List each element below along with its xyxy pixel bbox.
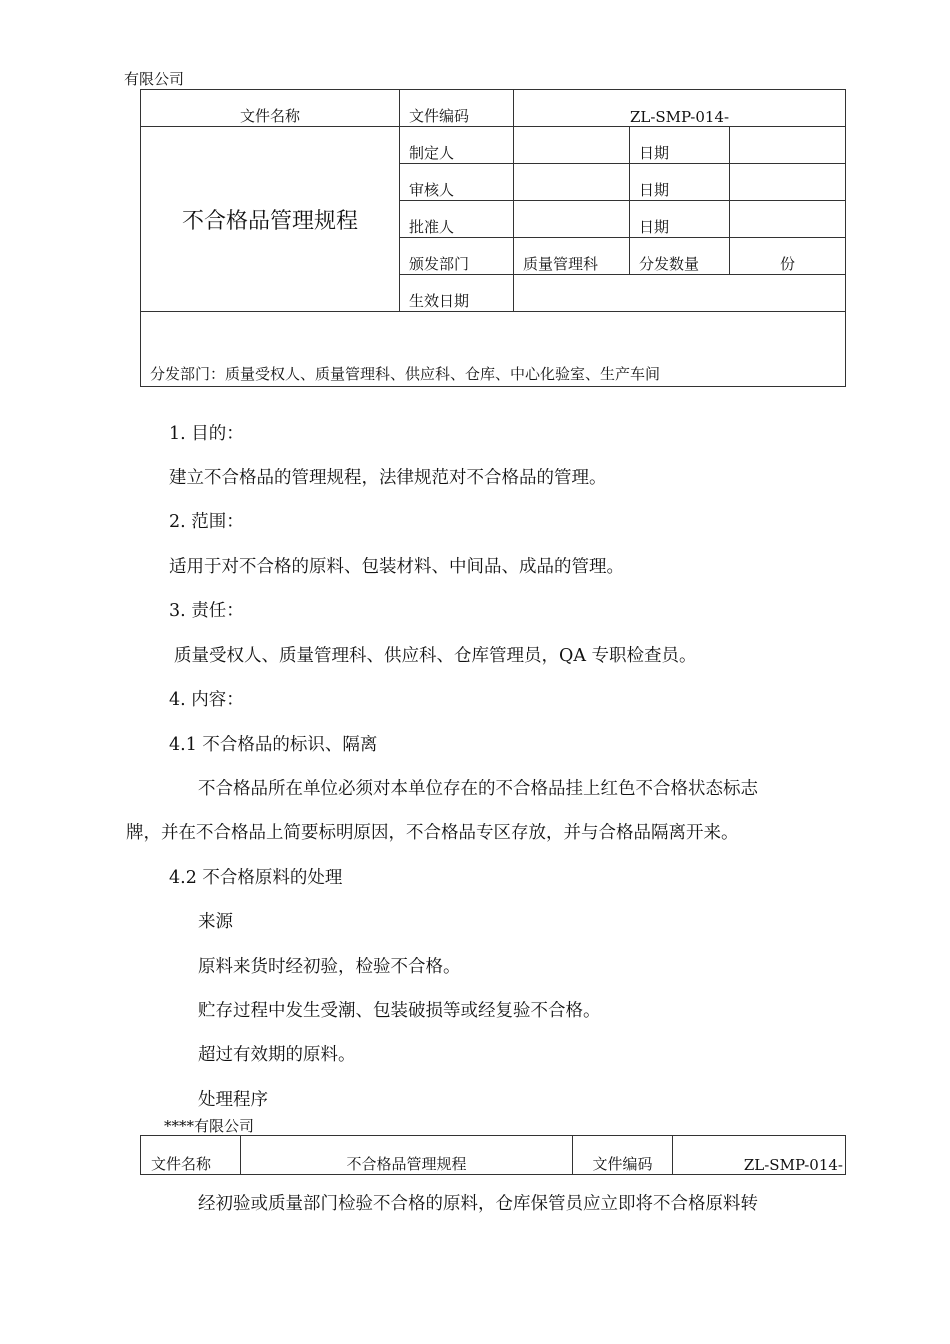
procedure-heading: 处理程序 — [198, 1090, 268, 1110]
page-header-table — [140, 1135, 846, 1175]
source-item-1: 原料来货时经初验，检验不合格。 — [198, 957, 461, 977]
dist-qty-label: 分发数量 — [630, 238, 730, 275]
issuing-dept-value: 质量管理科 — [514, 238, 630, 275]
effective-date-value — [514, 275, 846, 312]
section-4-1-line-1: 不合格品所在单位必须对本单位存在的不合格品挂上红色不合格状态标志 — [198, 779, 758, 799]
date-label: 日期 — [630, 127, 730, 164]
section-3-text: 质量受权人、质量管理科、供应科、仓库管理员，QA 专职检查员。 — [174, 646, 697, 666]
continuation-line: 经初验或质量部门检验不合格的原料，仓库保管员应立即将不合格原料转 — [198, 1194, 758, 1214]
source-heading: 来源 — [198, 912, 233, 932]
doc-code-label: 文件编码 — [573, 1136, 673, 1175]
source-item-3: 超过有效期的原料。 — [198, 1045, 356, 1065]
issuing-dept-label: 颁发部门 — [400, 238, 514, 275]
date-value — [730, 127, 846, 164]
effective-date-label: 生效日期 — [400, 275, 514, 312]
reviewer-label: 审核人 — [400, 164, 514, 201]
section-4-2-heading: 4.2 不合格原料的处理 — [169, 868, 343, 888]
source-item-2: 贮存过程中发生受潮、包装破损等或经复验不合格。 — [198, 1001, 601, 1021]
date-value — [730, 201, 846, 238]
section-4-1-line-2: 牌，并在不合格品上简要标明原因，不合格品专区存放，并与合格品隔离开来。 — [126, 823, 739, 843]
doc-name-label: 文件名称 — [141, 1136, 241, 1175]
approver-label: 批准人 — [400, 201, 514, 238]
doc-code-value: ZL-SMP-014- — [673, 1136, 846, 1175]
doc-title: 不合格品管理规程 — [241, 1136, 573, 1175]
dist-qty-unit: 份 — [730, 238, 846, 275]
document-header-table — [140, 89, 846, 387]
section-3-heading: 3. 责任： — [169, 601, 244, 621]
section-2-heading: 2. 范围： — [169, 512, 244, 532]
doc-code-value: ZL-SMP-014- — [514, 90, 846, 127]
doc-title: 不合格品管理规程 — [141, 127, 400, 312]
approver-value — [514, 201, 630, 238]
section-1-text: 建立不合格品的管理规程，法律规范对不合格品的管理。 — [169, 468, 607, 488]
footer-company-name: ****有限公司 — [164, 1117, 255, 1135]
section-4-1-heading: 4.1 不合格品的标识、隔离 — [169, 735, 378, 755]
drafter-value — [514, 127, 630, 164]
drafter-label: 制定人 — [400, 127, 514, 164]
reviewer-value — [514, 164, 630, 201]
section-2-text: 适用于对不合格的原料、包装材料、中间品、成品的管理。 — [169, 557, 624, 577]
section-1-heading: 1. 目的： — [169, 424, 244, 444]
date-label: 日期 — [630, 164, 730, 201]
distribution-row: 分发部门：质量受权人、质量管理科、供应科、仓库、中心化验室、生产车间 — [141, 312, 846, 387]
date-label: 日期 — [630, 201, 730, 238]
date-value — [730, 164, 846, 201]
section-4-heading: 4. 内容： — [169, 690, 244, 710]
company-name: 有限公司 — [124, 70, 185, 88]
doc-code-label: 文件编码 — [400, 90, 514, 127]
doc-name-label: 文件名称 — [141, 90, 400, 127]
